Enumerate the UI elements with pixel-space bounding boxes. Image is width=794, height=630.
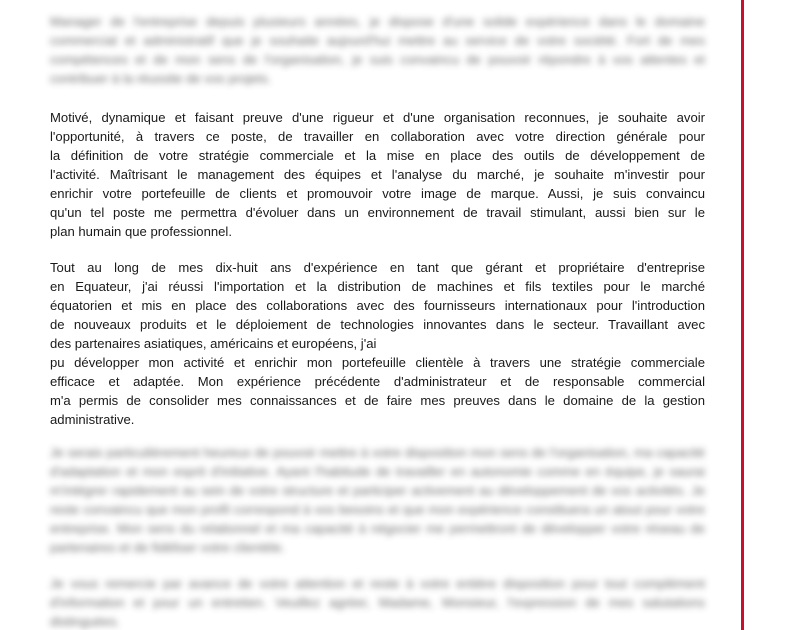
paragraph-1-line: enrichir votre portefeuille de clients et promouvoir votre image de marque. Aussi, je suis convaincu [50, 186, 705, 201]
paragraph-2-line: équatorien et mis en place des collaborations avec des fournisseurs internationaux pour l'introduction [50, 298, 705, 313]
paragraph-1-line: plan humain que professionnel. [50, 224, 232, 239]
paragraph-2-line: administrative. [50, 412, 135, 427]
paragraph-2-line: de nouveaux produits et le déploiement de technologies innovantes dans le secteur. Travaillant avec [50, 317, 705, 332]
paragraph-experience [50, 258, 705, 429]
paragraph-2-line: pu développer mon activité et enrichir mon portefeuille clientèle à travers une stratégie commerciale [50, 355, 705, 370]
paragraph-1-line: la définition de votre stratégie commerciale et la mise en place des outils de développement de [50, 148, 705, 163]
paragraph-1-line: qu'un tel poste me permettra d'évoluer dans un environnement de travail stimulant, aussi bien sur le [50, 205, 705, 220]
paragraph-motivation [50, 108, 705, 241]
blurred-paragraph-middle: Je serais particulièrement heureux de pouvoir mettre à votre disposition mon sens de l'organisation, ma capacité d'adaptation et mon esprit d'initiative. Ayant l'habitude de travailler en autonomie comme en équipe, je saurai m'intégrer rapidement au sein de votre structure et participer activement au développement de vos activités. Je reste convaincu que mon profil correspond à vos besoins et que mon expérience constituera un atout pour votre entreprise. Mon sens du relationnel et ma capacité à négocier me permettront de développer votre réseau de partenaires et de fidéliser votre clientèle. [50, 445, 705, 555]
blurred-paragraph-bottom: Je vous remercie par avance de votre attention et reste à votre entière disposition pour tout complément d'information et pour un entretien. Veuillez agréer, Madame, Monsieur, l'expression de mes salutations distinguées. [50, 576, 705, 629]
paragraph-1-line: Motivé, dynamique et faisant preuve d'une rigueur et d'une organisation reconnues, je souhaite avoir [50, 110, 705, 125]
paragraph-1-line: l'opportunité, à travers ce poste, de travailler en collaboration avec votre direction générale pour [50, 129, 705, 144]
paragraph-2-line: efficace et adaptée. Mon expérience précédente d'administrateur et de responsable commercial [50, 374, 705, 389]
paragraph-2-line: m'a permis de consolider mes connaissances et de faire mes preuves dans le domaine de la gestion [50, 393, 705, 408]
paragraph-2-line: des partenaires asiatiques, américains et européens, j'ai [50, 336, 377, 351]
paragraph-1-line: l'activité. Maîtrisant le management des équipes et l'analyse du marché, je souhaite m'investir pour [50, 167, 705, 182]
paragraph-2-line: en Equateur, j'ai réussi l'importation et la distribution de machines et fils textiles pour le marché [50, 279, 705, 294]
red-margin-rule [741, 0, 744, 630]
blurred-paragraph-top: Manager de l'entreprise depuis plusieurs années, je dispose d'une solide expérience dans le domaine commercial et administratif que je souhaite aujourd'hui mettre au service de votre société. Fort de mes compétences et de mon sens de l'organisation, je suis convaincu de pouvoir répondre à vos attentes et contribuer à la réussite de vos projets. [50, 14, 705, 86]
paragraph-2-line: Tout au long de mes dix-huit ans d'expérience en tant que gérant et propriétaire d'entreprise [50, 260, 705, 275]
